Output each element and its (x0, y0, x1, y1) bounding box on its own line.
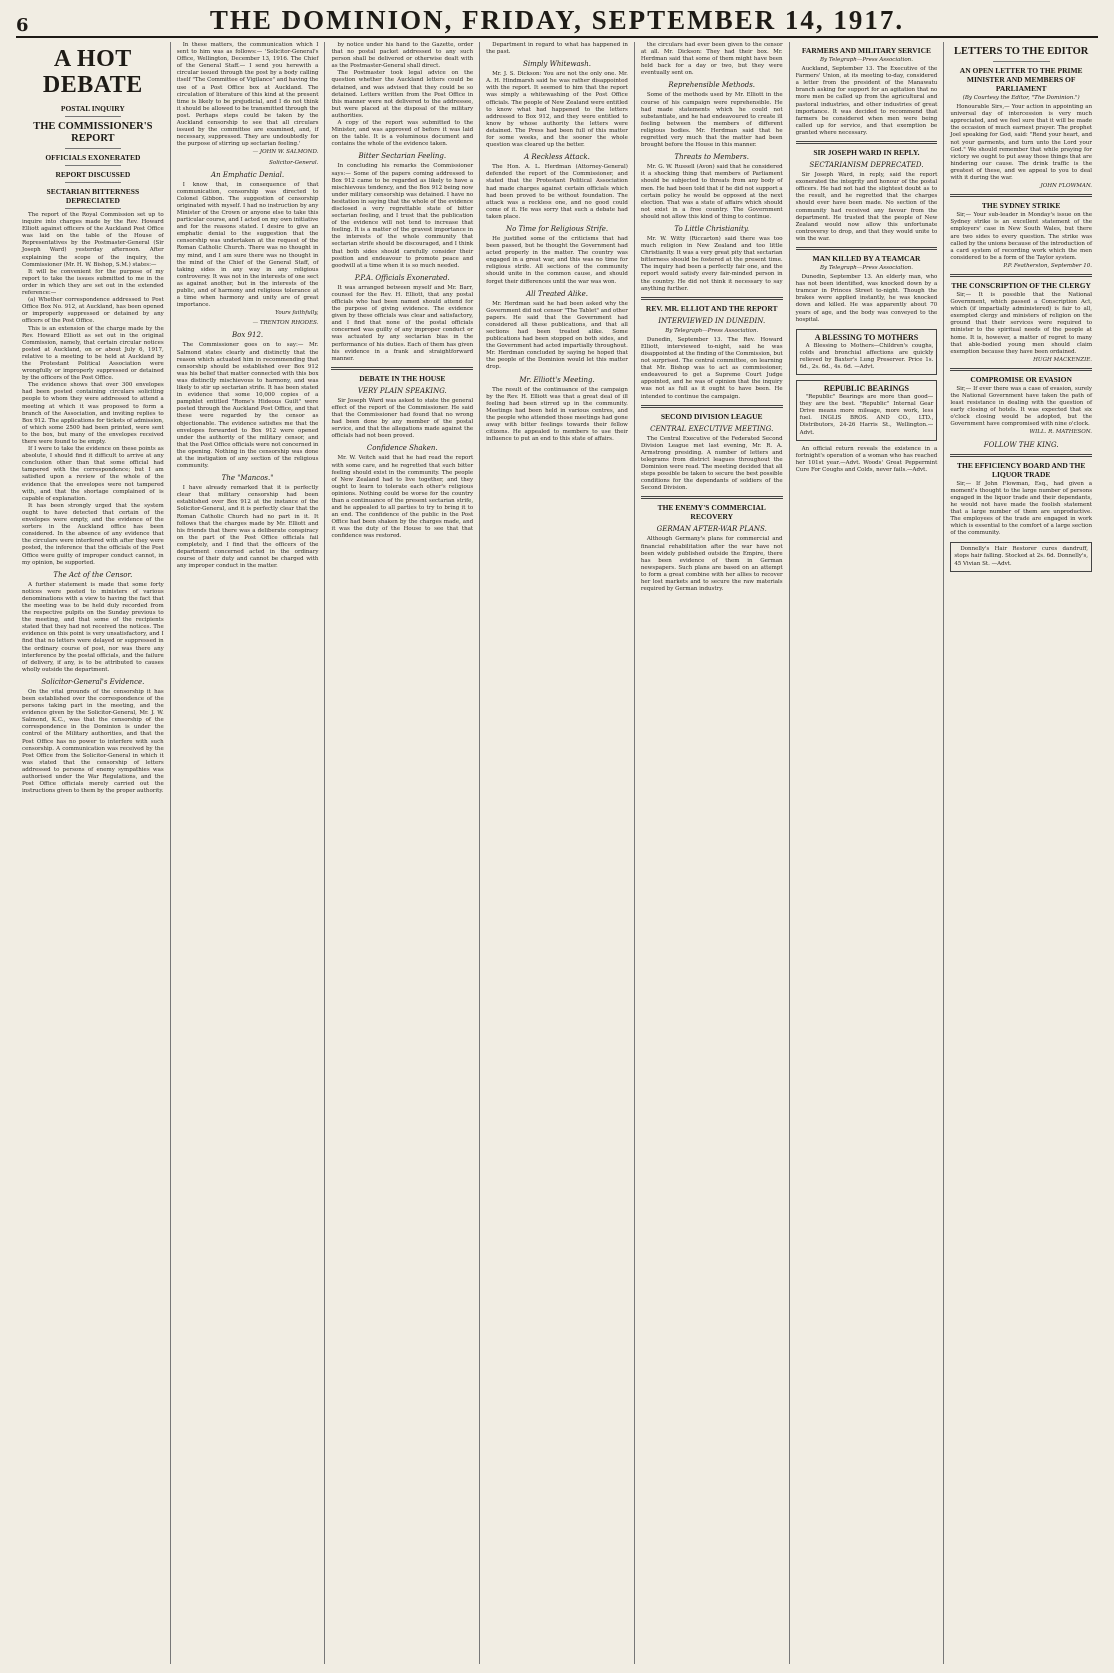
article-paragraph: A further statement is made that some forty notices were posted to ministers of various denominations with a view to having the fact that the meeting was to be held duly recorded from the respective pulpits on the Sunday previous to the meeting, and that some of the recipients stated that they had not received the notices. The evidence on this point is very unsatisfactory, and I find that no letters were delayed or suppressed in the ordinary course of post, nor was there any interference by the postal officials, and the failure of delivery, if any, is to be attributed to causes wholly outside the department. (22, 581, 164, 673)
divider (950, 454, 1092, 457)
headline-rev-elliot: REV. MR. ELLIOT AND THE REPORT (645, 303, 778, 313)
article-paragraph: The Commissioner goes on to say:— Mr. Salmond states clearly and distinctly that the reason which actuated him in recommending that censorship should be established over Box 912 was his belief that matter connected with this box was distinctly mischievous to harmony, and was likely to stir up sectarian strife. It has been stated in evidence that some 10,000 copies of a pamphlet entitled "Rome's Hideous Guilt" were posted through the Auckland Post Office, and that these were regarded by the censor as objectionable. The evidence satisfies me that the envelopes forwarded to Box 912 were opened under the authority of the military censor, and that the Post Office officials were not concerned in the opening. Nothing in the censorship was done at the instigation of any section of the religious community. (176, 342, 319, 470)
signature-title: Solicitor-General. (269, 159, 319, 166)
letter-paragraph: Sir,— Your sub-leader in Monday's issue on the Sydney strike is an excellent statement of the employers' case in New South Wales, but there are two sides to every question. The strike was called by the unions because of the introduction of a card system of recording work which the men considered to be a form of the Taylor system. (950, 212, 1093, 261)
headline-debate-in-house: DEBATE IN THE HOUSE (359, 373, 446, 383)
article-paragraph: The Hon. A. L. Herdman (Attorney-General) defended the report of the Commissioner, and stated that the Protestant Political Association had made charges against certain officials which had been proved to be without foundation. The attack was a reckless one, and no good could come of it. He was sorry that such a debate had taken place. (486, 164, 628, 220)
article-paragraph: The evidence shows that over 300 envelopes had been posted containing circulars soliciting people to whom they were addressed to attend a meeting at which it was proposed to form a branch of the Association, and inviting replies to Box 912. The applications for tickets of admission, of which some 2500 had been printed, were sent to the box, but many of the envelopes received there were found to be empty. (22, 382, 164, 445)
article-paragraph: I know that, in consequence of that communication, censorship was directed to Colonel Gibbon. The suggestion of censorship originated with myself. I had no instruction by any Minister of the Crown or anyone else to take this particular course, and I acted on my own initiative and for the reasons stated. I desire to give an emphatic denial to the suggestion that the censorship was undertaken at the request of the Roman Catholic Church. There was no thought in my mind, and I am sure there was no thought in the mind of the Chief of the General Staff, of taking sides in any way in any religious controversy. It was not in the interests of one sect as against another, but in the interests of the public, and of harmony and religious tolerance at a time when harmony and unity are of great importance. (176, 181, 319, 309)
subhead-central-executive: CENTRAL EXECUTIVE MEETING. (650, 424, 774, 433)
byline: By Telegraph—Press Association. (819, 57, 913, 63)
subhead-confidence-shaken: Confidence Shaken. (366, 444, 438, 453)
article-paragraph: Mr. G. W. Russell (Avon) said that he considered it a shocking thing that members of Parliament should be subjected to threats from any body of men. He had been told that if he did not support a certain policy he would be opposed at the next election. That was a state of affairs which should not exist in a free country. The Government should not allow this kind of thing to continue. (640, 164, 783, 220)
headline-sir-joseph-ward: SIR JOSEPH WARD IN REPLY. (813, 148, 920, 158)
advertisement (796, 329, 938, 375)
article-paragraph: This is an extension of the charge made by the Rev. Howard Elliott as set out in the original Commission, namely, that certain circular notices posted at Auckland, on or about July 6, 1917, relative to a meeting to be held at Auckland by the Protestant Political Association were wrongfully or improperly suppressed or detained by the officers of the Post Office. (22, 325, 164, 382)
article-paragraph: Some of the methods used by Mr. Elliott in the course of his campaign were reprehensible. He had made statements which he could not substantiate, and he had endeavoured to create ill feeling between the members of different religious bodies. Mr. Herdman said that he regretted very much that the matter had been brought before the House in this manner. (640, 92, 783, 149)
subhead-simply-whitewash: Simply Whitewash. (523, 60, 591, 69)
headline-efficiency-board: THE EFFICIENCY BOARD AND THE LIQUOR TRADE (956, 460, 1086, 479)
subhead-no-time: No Time for Religious Strife. (505, 224, 609, 233)
byline: By Telegraph—Press Association. (665, 327, 759, 334)
divider (993, 61, 1050, 62)
signature: Yours faithfully, (275, 310, 319, 317)
column-7 (944, 42, 1098, 1664)
headline-farmers: FARMERS AND MILITARY SERVICE (801, 46, 932, 55)
headline-second-division: SECOND DIVISION LEAGUE (660, 411, 763, 421)
headline-conscription-clergy: THE CONSCRIPTION OF THE CLERGY (951, 280, 1091, 290)
article-paragraph: He justified some of the criticisms that had been passed, but he thought the Government had acted properly in the matter. The country was engaged in a great war, and this was no time for religious strife. All sections of the community should unite in the common cause, and should forget their differences until the war was won. (486, 235, 628, 285)
subhead-mancos: The "Mancos." (221, 474, 274, 483)
subhead-bitter-sectarian: Bitter Sectarian Feeling. (358, 152, 447, 161)
divider (796, 247, 938, 250)
subhead-little-christianity: To Little Christianity. (674, 224, 750, 233)
subhead-reckless-attack: A Reckless Attack. (524, 153, 590, 162)
ad-text: Donnelly's Hair Restorer cures dandruff, stops hair falling. Stocked at 2s. 6d. Donnelly's, 45 Vivian St. —Advt. (954, 546, 1089, 567)
article-paragraph: Auckland, September 13. The Executive of the Farmers' Union, at its meeting to-day, considered a letter from the president of the Manawatu branch asking for support for an agitation that no more men be called up from the agricultural and pastoral industries, and other industries of great importance. It was decided to recommend that farmers be considered when men were being called up for service, and that exemption be granted where necessary. (795, 66, 938, 136)
advertisement (950, 542, 1092, 571)
article-paragraph: It will be convenient for the purpose of my report to take the issues submitted to me in the order in which they are set out in the extended reference:— (22, 268, 164, 297)
deck-report-discussed: REPORT DISCUSSED (55, 170, 131, 179)
subhead-emphatic-denial: An Emphatic Denial. (211, 170, 285, 179)
deck-postal-inquiry: POSTAL INQUIRY (60, 104, 125, 113)
letter-paragraph: Sir,— It is possible that the National Government, which passed a Conscription Act, which (if impartially administered) is fair to all, exempted clergy and ministers of religion on the ground that their services were required to minister to the spiritual needs of the people at home. It is, however, a matter of regret to many that able-bodied young men should claim exemption because they have been ordained. (950, 291, 1093, 355)
deck-commissioners-report: THE COMMISSIONER'S REPORT (33, 121, 153, 144)
headline-compromise: COMPROMISE OR EVASION (970, 374, 1072, 384)
article-paragraph: Although Germany's plans for commercial and financial rehabilitation after the war have not been widely published outside the Empire, there has been evidence of them in German newspapers. Such plans are based on an attempt to form a great combine with her allies to recover her lost markets and to secure the raw materials required by German industry. (640, 536, 783, 593)
article-paragraph: Sir Joseph Ward was asked to state the general effect of the report of the Commissioner. He said that the Commissioner had found that no wrong had been done by any member of the postal service, and that the allegations made against the officials had not been proved. (331, 397, 474, 440)
article-paragraph: by notice under his hand to the Gazette, order that no postal packet addressed to any such person shall be delivered or otherwise dealt with as the Postmaster-General shall direct. (331, 42, 474, 70)
article-paragraph: The result of the continuance of the campaign by the Rev. H. Elliott was that a great deal of ill feeling had been stirred up in the community. Meetings had been held in various centres, and the people who attended those meetings had gone away with bitter feelings towards their fellow citizens. He appealed to members to use their influence to put an end to this state of affairs. (486, 386, 628, 443)
page-number: 6 (16, 15, 29, 36)
column-3 (325, 42, 480, 1664)
headline-sydney-strike: THE SYDNEY STRIKE (981, 201, 1061, 211)
signature: JOHN FLOWMAN. (1040, 183, 1093, 190)
divider (641, 297, 783, 300)
ad-text: "Republic" Bearings are more than good—they are the best. "Republic" Internal Gear Drive means more mileage, more work, less fuel. INGLIS BROS. AND CO., LTD., Distributors, 24-26 Harris St., Wellington.—Advt. (799, 394, 934, 436)
deck-sectarian: SECTARIAN BITTERNESS DEPRECIATED (46, 187, 140, 205)
article-paragraph: Department in regard to what has happened in the past. (486, 42, 628, 56)
advertisement (796, 380, 938, 441)
article-paragraph: It has been strongly urged that the system ought to have detected that certain of the envelopes were empty, and the evidence of the sorters in the Auckland office has been considered. In the absence of any evidence that the circulars were interfered with after they were posted, the inference that the officials of the Post Office were guilty of improper conduct cannot, in my opinion, be supported. (22, 502, 164, 566)
subhead-reprehensible: Reprehensible Methods. (668, 81, 756, 90)
divider (65, 116, 122, 117)
divider (331, 367, 473, 370)
newspaper-title: THE DOMINION, FRIDAY, SEPTEMBER 14, 1917. (209, 5, 905, 35)
letter-paragraph: Honourable Sirs,— Your action in appointing an universal day of intercession is very much appreciated, and we feel sure that it will be made the occasion of much earnest prayer. The prophet Joel speaking for God, said: "Rend your heart, and not your garments, and turn unto the Lord your God." We should remember that while praying for victory we ought to put away those things that are hindering our cause. The drink traffic is the greatest of these, and we appeal to you to deal with it during the war. (950, 104, 1093, 182)
article-paragraph: The Postmaster took legal advice on the question whether the Auckland letters could be detained, and was advised that they could be so detained. Letters written from the Post Office in this manner were not delivered to the addressee, but were placed at the disposal of the military authorities. (331, 70, 474, 119)
divider (65, 182, 122, 183)
article-paragraph: In these matters, the communication which I sent to him was as follows:— 'Solicitor-General's Office, Wellington, December 13, 1916. The Chief of the General Staff.— I send you herewith a circular issued through the post by a body calling itself "The Committee of Vigilance" and having the use of a Post Office box at Auckland. The circulation of literature of this kind at the present time is likely to be prejudicial, and I do not think it should be allowed to be transmitted through the post. Perhaps steps could be taken by the Auckland censorship to see that all circulars issued by the committee are examined, and, if necessary, suppressed. They are undoubtedly for the purpose of stirring up sectarian feeling.' (176, 42, 319, 148)
deck-officials-exonerated: OFFICIALS EXONERATED (45, 153, 141, 162)
subhead-very-plain-speaking: VERY PLAIN SPEAKING. (357, 386, 447, 395)
subhead-act-of-censor: The Act of the Censor. (53, 570, 133, 579)
divider (641, 496, 783, 499)
column-1 (16, 42, 171, 1664)
column-4 (480, 42, 635, 1664)
subhead-all-treated-alike: All Treated Alike. (526, 289, 588, 298)
headline-hot-debate: A HOT DEBATE (42, 46, 143, 98)
article-paragraph: It was arranged between myself and Mr. Barr, counsel for the Rev. H. Elliott, that any postal officials who had been named should attend for the purpose of giving evidence. The evidence given by these officials was clear and satisfactory, and I find that none of the postal officials concerned was guilty of any improper conduct or was actuated by any sectarian bias in the performance of his duties. Each of them has given his evidence in a frank and straightforward manner. (331, 284, 474, 362)
article-paragraph: In concluding his remarks the Commissioner says:— Some of the papers coming addressed to Box 912 came to be regarded as likely to have a mischievous tendency, and the Box 912 being now under military censorship was detained. I have no hesitation in saying that the whole of the evidence disclosed a very regrettable state of bitter sectarian feeling, and I trust that the publication of the evidence will not tend to increase that feeling. It is a matter of the gravest importance in the interests of the whole community that sectarian strife should be discouraged, and I think that both sides should carefully consider their position and endeavour to promote peace and goodwill at a time when it is so much needed. (331, 163, 474, 269)
subhead-german-plans: GERMAN AFTER-WAR PLANS. (656, 525, 767, 534)
signature: — JOHN W. SALMOND. (252, 149, 319, 156)
subhead-interviewed: INTERVIEWED IN DUNEDIN. (658, 316, 766, 325)
headline-letters: LETTERS TO THE EDITOR (954, 46, 1089, 57)
article-paragraph: If I were to take the evidence on these points as absolute, I should find it difficult to arrive at any conclusion other than that some official had tampered with the correspondence; but I am satisfied upon a review of the whole of the evidence that the envelopes were not tampered with, and that the shortage complained of is capable of explanation. (22, 446, 164, 502)
subhead-follow-the-king: FOLLOW THE KING. (983, 440, 1059, 449)
article-paragraph: Sir Joseph Ward, in reply, said the report exonerated the integrity and honour of the postal officers. He had not had the slightest doubt as to the result, and he regretted that the charges should ever have been made. No section of the community had received any favour from the department. He trusted that the people of New Zealand would now allow this unfortunate controversy to drop, and that they would unite to win the war. (795, 172, 938, 242)
columns (16, 42, 1098, 1664)
signature: HUGH MACKENZIE. (1033, 356, 1093, 363)
subhead-elliotts-meeting: Mr. Elliott's Meeting. (519, 375, 595, 384)
article-paragraph: Dunedin, September 13. An elderly man, who has not been identified, was knocked down by a tramcar in Princes Street to-night. Though the brakes were applied instantly, he was knocked down and killed. He was apparently about 70 years of age, and the body was conveyed to the hospital. (795, 274, 938, 323)
divider (950, 274, 1092, 277)
divider (950, 368, 1092, 371)
column-2 (171, 42, 326, 1664)
subhead-solicitor-general: Solicitor-General's Evidence. (41, 677, 145, 686)
signature: P.P. Featherston, September 10. (1003, 262, 1093, 269)
article-paragraph: the circulars had ever been given to the censor at all. Mr. Dickson: They had their box. Mr. Herdman said that some of them might have been held back for a day or two, but they were eventually sent on. (640, 42, 783, 77)
article-paragraph: Mr. J. S. Dickson: You are not the only one. Mr. A. H. Hindmarsh said he was rather disappointed with the report. It seemed to him that the report was simply a whitewashing of the Post Office officials. The people of New Zealand were entitled to know what had happened to the letters addressed to Box 912, and they were entitled to know by whose authority the letters were detained. The Press had been full of this matter for some weeks, and the sooner the whole question was cleared up the better. (486, 71, 628, 149)
article-paragraph: Dunedin, September 13. The Rev. Howard Elliott, interviewed to-night, said he was disappointed at the finding of the Commission, but not surprised. The central committee, on learning that Mr. Bishop was to act as commissioner, endeavoured to get a Supreme Court Judge appointed, and he was of opinion that the inquiry was not as full as it ought to have been. He intended to continue the campaign. (640, 336, 783, 400)
subhead-ppa-officials: P.P.A. Officials Exonerated. (354, 273, 450, 282)
headline-enemy-recovery: THE ENEMY'S COMMERCIAL RECOVERY (657, 503, 766, 522)
article-paragraph: The report of the Royal Commission set up to inquire into charges made by the Rev. Howard Elliott against officers of the Auckland Post Office was laid on the table of the House of Representatives by the Postmaster-General (Sir Joseph Ward) yesterday afternoon. After explaining the scope of the inquiry, the Commissioner (Mr. H. W. Bishop, S.M.) states:— (22, 212, 164, 268)
article-paragraph: Mr. W. Witty (Riccarton) said there was too much religion in New Zealand and too little Christianity. It was a very great pity that sectarian bitterness should be fostered at the present time. The inquiry had been a perfectly fair one, and the report would satisfy every fair-minded person in the country. He did not think it necessary to say anything further. (640, 235, 783, 292)
headline-man-killed: MAN KILLED BY A TEAMCAR (812, 253, 921, 263)
divider (641, 405, 783, 408)
article-paragraph: A copy of the report was submitted to the Minister, and was approved of before it was laid on the table. It is a voluminous document and contains the whole of the evidence taken. (331, 120, 474, 148)
column-6 (790, 42, 945, 1664)
ad-heading: REPUBLIC BEARINGS (823, 384, 910, 394)
ad-text: An official return reveals the existence in a fortnight's operation of a woman who has reached her 101st year.—Advt. Woods' Great Peppermint Cure For Coughs and Colds, never fails.—Advt. (795, 445, 938, 473)
divider (950, 194, 1092, 197)
masthead (16, 6, 1098, 38)
letter-paragraph: Sir,— If ever there was a case of evasion, surely the National Government have taken the path of least resistance in dealing with the question of early closing of hotels. It was expected that six o'clock closing would be adopted, but the Government have compromised with nine o'clock. (950, 385, 1093, 428)
editor-note: (By Courtesy the Editor, "The Dominion.") (962, 95, 1080, 101)
subhead-threats: Threats to Members. (674, 153, 749, 162)
divider (796, 141, 938, 144)
signature: WILL. R. MATHESON. (1029, 429, 1093, 436)
article-paragraph: On the vital grounds of the censorship it has been established over the correspondence of the persons taking part in the meeting, and the evidence given by the Solicitor-General, Mr. J. W. Salmond, K.C., was that the censorship of the correspondence in the Dominion is under the control of the Military authorities, and that the Post Office has no power to interfere with such censorship. A communication was received by the Post Office from the Solicitor-General in which it was stated that the censorship of letters addressed to persons of enemy sympathies was authorised under the War Regulations, and the Post Office officials merely carried out the instructions given to them by the proper authority. (22, 688, 164, 795)
divider (65, 208, 122, 209)
article-paragraph: The Central Executive of the Federated Second Division League met last evening, Mr. R. A. Armstrong presiding. A number of letters and telegrams from district leagues throughout the Dominion were read. The meeting decided that all steps possible be taken to secure the best possible conditions for the dependants of soldiers of the Second Division. (640, 435, 783, 492)
letter-paragraph: Sir,— If John Flowman, Esq., had given a moment's thought to the large number of persons engaged in the liquor trade and their dependants, he would not have made the foolish statement that a large number of them are unproductive. The employees of the trade are engaged in work which is essential to the comfort of a large section of the community. (950, 480, 1093, 537)
divider (65, 165, 122, 166)
article-paragraph: Mr. Herdman said he had been asked why the Government did not censor "The Tablet" and other papers. He said that the Government had considered all these publications, and that all sections had been treated alike. Some publications had been stopped on both sides, and the Government had acted impartially throughout. Mr. Herdman concluded by saying he hoped that the people of the Dominion would let this matter drop. (486, 300, 628, 371)
article-paragraph: (a) Whether correspondence addressed to Post Office Box No. 912, at Auckland, has been opened or improperly suppressed or detained by any officers of the Post Office. (22, 297, 164, 325)
article-paragraph: Mr. W. Veitch said that he had read the report with some care, and he regretted that such bitter feeling should exist in the community. The people of New Zealand had to live together, and they ought to learn to tolerate each other's religious opinions. Nothing could be worse for the country than a continuance of the present sectarian strife, and he appealed to all parties to try to bring it to an end. The confidence of the public in the Post Office had been shaken by the charges made, and it was the duty of the House to see that that confidence was restored. (331, 455, 474, 540)
byline: By Telegraph—Press Association. (819, 264, 913, 271)
headline-open-letter: AN OPEN LETTER TO THE PRIME MINISTER AND MEMBERS OF PARLIAMENT (959, 66, 1083, 93)
subhead-sectarianism: SECTARIANISM DEPRECATED. (809, 161, 924, 170)
signature: — TRENTON RHODES. (252, 320, 319, 327)
article-paragraph: I have already remarked that it is perfectly clear that military censorship had been established over Box 912 at the instance of the Solicitor-General, and it is perfectly clear that the Roman Catholic Church had no part in it. It follows that the charges made by Mr. Elliott and his friends that there was a deliberate conspiracy on the part of the Post Office officials fail completely, and I find that the officers of the department concerned acted in the ordinary course of their duty and cannot be charged with any improper conduct in the matter. (176, 485, 319, 570)
subhead-box-912: Box 912. (232, 331, 264, 340)
ad-heading: A BLESSING TO MOTHERS (814, 332, 919, 342)
ad-text: A Blessing to Mothers—Children's coughs, colds and bronchial affections are quickly relieved by Baxter's Lung Preserver. Price 1s. 6d., 2s. 6d., 4s. 6d. —Advt. (799, 342, 934, 370)
divider (65, 148, 122, 149)
column-5 (635, 42, 790, 1664)
